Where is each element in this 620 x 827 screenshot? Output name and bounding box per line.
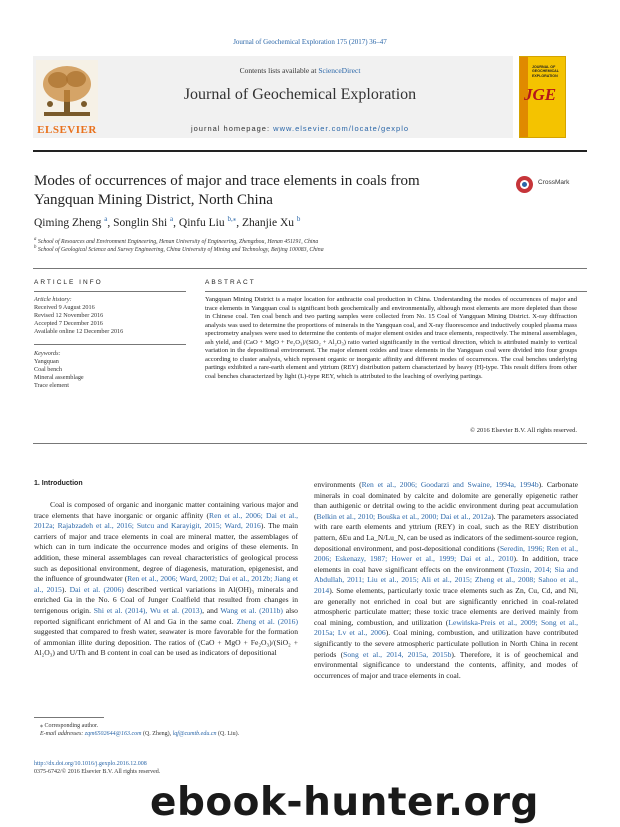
citation-link[interactable]: Lewińska-Preis et al., 2009; Song et al., 2015a; Lv et al., 2006	[314, 617, 578, 638]
citation-link[interactable]: Ren et al., 2006; Ward, 2002; Dai et al., 2012b; Jiang et al., 2015	[34, 574, 298, 594]
body-text: also reported significant enrichment of Al and Ga in the same coal.	[34, 605, 298, 626]
history-label: Article history:	[34, 296, 72, 303]
body-text: ). In addition, trace elements in coal have significant effects on the environment (	[314, 554, 578, 574]
affiliation-b: $^b$ School of Geological Science and Survey Engineering, China University of Mining and Technology, Beijing 100083, China	[34, 245, 324, 253]
keyword: Coal bench	[34, 366, 63, 374]
sciencedirect-link[interactable]: ScienceDirect	[318, 66, 361, 75]
body-text: described vertical variations in Al(OH)₃ minerals and enriched Ga in the No. 6 Coal of Junger Coalfield that resulted from changes in terrigenous origin.	[34, 584, 298, 615]
elsevier-tree-logo	[36, 60, 98, 122]
author-name[interactable]: Songlin Shi	[113, 216, 168, 229]
author-list: Qiming Zheng $^a$, Songlin Shi $^a$, Qinfu Liu $^{b,⁎}$, Zhanjie Xu $^b$	[34, 215, 301, 229]
keyword: Mineral assemblage	[34, 374, 84, 382]
keywords-label: Keywords:	[34, 350, 61, 357]
watermark: ebook-hunter.org	[150, 780, 539, 825]
crossmark-badge[interactable]	[516, 176, 590, 192]
body-text: ). The parameters associated with rare earth elements and yttrium (REY) in coal, such as the REY distribution pattern, δEu and La_N/Lu_N, can be used as indicators of the sediment-source region, depositional environment, and post-depositional conditions (	[314, 511, 578, 553]
body-column-right	[314, 480, 578, 681]
body-text: suggested that compared to fresh water, seawater is more favorable for the formation of ammonian illite during deposition. The ratios of (CaO + MgO + Fe₂O₃)/(SiO₂ + Al₂O₃) and U/Th and B content in coal can be used as indicators of depositional	[34, 627, 298, 658]
article-history	[34, 296, 184, 336]
journal-homepage	[120, 124, 480, 133]
doi-link[interactable]: http://dx.doi.org/10.1016/j.gexplo.2016.12.008	[34, 761, 147, 767]
body-text: , and	[202, 605, 221, 615]
citation-link[interactable]: Song et al., 2014, 2015a, 2015b	[343, 649, 452, 659]
history-online: Available online 12 December 2016	[34, 328, 124, 336]
author-affil-marker[interactable]: a	[170, 215, 174, 223]
citation-link[interactable]: Tozsin, 2014; Sia and Abdullah, 2011; Liu et al., 2015; Ali et al., 2015; Zheng et al., 2008; Sahoo et al., 2014	[314, 564, 578, 595]
affiliation-rule	[33, 268, 587, 269]
author-name[interactable]: Qiming Zheng	[34, 216, 102, 229]
email-link[interactable]: zqm6502644@163.com	[84, 731, 142, 737]
affiliation-a: $^a$ School of Resources and Environment Engineering, Henan University of Engineering, Zhengzhou, Henan 451191, China	[34, 237, 319, 245]
journal-name: Journal of Geochemical Exploration	[183, 86, 417, 103]
journal-citation[interactable]: Journal of Geochemical Exploration 175 (2017) 36–47	[233, 38, 387, 46]
corresponding-author-footnote: ⁎ Corresponding author. E-mail addresses: zqm6502644@163.com (Q. Zheng), lqf@cumtb.edu.cn (Q. Liu).	[40, 723, 240, 737]
history-received: Received 9 August 2016	[34, 304, 95, 312]
keyword: Trace element	[34, 382, 69, 390]
body-column-left	[34, 500, 298, 659]
article-info-rule	[34, 291, 186, 292]
email-link[interactable]: lqf@cumtb.edu.cn	[172, 731, 217, 737]
body-text: ). Coal mining, combustion, and utilization have contributed significantly to the severe atmospheric particulate pollution in North China in recent periods (	[314, 628, 578, 659]
article-info-heading: ARTICLE INFO	[34, 279, 103, 286]
abstract-bottom-rule	[33, 443, 587, 444]
author-affil-marker[interactable]: b	[296, 215, 301, 223]
keyword: Yangquan	[34, 358, 59, 366]
author-affil-marker[interactable]: b,⁎	[227, 215, 237, 223]
abstract-heading: ABSTRACT	[205, 279, 256, 286]
citation-link[interactable]: Zheng et al. (2016)	[236, 616, 299, 626]
homepage-link[interactable]: www.elsevier.com/locate/gexplo	[273, 124, 410, 133]
citation-link[interactable]: Ren et al., 2006; Dai et al., 2012a; Rajabzadeh et al., 2016; Sutcu and Karayigit, 2015; Ward, 2016	[34, 510, 299, 531]
contents-line	[120, 66, 480, 75]
doi-block	[34, 760, 284, 776]
article-title: Modes of occurrences of major and trace elements in coals from Yangquan Mining District, North China	[34, 173, 420, 208]
section-heading-introduction: 1. Introduction	[34, 480, 83, 487]
cover-abbrev: JGE	[524, 85, 557, 104]
contents-prefix: Contents lists available at	[239, 66, 319, 75]
body-text: Coal is composed of organic and inorganic matter containing various major and trace elements that have inorganic or organic affinity (	[34, 500, 298, 520]
footnote-label: Corresponding author.	[44, 723, 99, 729]
elsevier-wordmark: ELSEVIER	[37, 124, 97, 136]
citation-link[interactable]: Dai et al. (2006)	[69, 584, 124, 594]
citation-link[interactable]: Seredin, 1996; Ren et al., 2006; Eskenazy, 1987; Hower et al., 1999; Dai et al., 2010	[314, 543, 578, 564]
keywords-rule	[34, 344, 186, 345]
body-text: ).	[61, 584, 70, 594]
history-revised: Revised 12 November 2016	[34, 312, 104, 320]
copyright-line: © 2016 Elsevier B.V. All rights reserved.	[470, 427, 577, 434]
body-text: environments (	[314, 480, 362, 489]
author-affil-marker[interactable]: a	[104, 215, 108, 223]
homepage-prefix: journal homepage:	[190, 124, 274, 133]
author-name[interactable]: Qinfu Liu	[178, 216, 225, 229]
citation-link[interactable]: Shi et al. (2014), Wu et al. (2013)	[93, 605, 203, 615]
abstract-rule	[205, 291, 587, 292]
body-text: ). Therefore, it is of geochemical and environmental significance to understand the contents, affinity, and modes of occurrences of major and trace elements in coal.	[314, 649, 579, 680]
keywords-block	[34, 350, 184, 390]
body-text: ). Some elements, particularly toxic trace elements such as Zn, Cu, Cd, and Ni, are generally not enriched in coal but are significantly enriched in coal-related atmospheric particulate matter; these toxic trace elements are derived mainly from coal mining, combustion, and utilization (	[314, 585, 578, 627]
body-text: ). The main carriers of major and trace elements in coal are mineral matter, the assemblages of which can in turn indicate the occurrence modes and origins of these elements. In addition, these mineral assemblages can reveal characteristics of geological process such as depositional environment, degree of diagenesis, maturation, epigenesist, and the influence of groundwater (	[34, 521, 298, 584]
journal-cover-thumbnail	[519, 56, 566, 138]
crossmark-label: CrossMark	[538, 179, 570, 186]
issn-line: 0375-6742/© 2016 Elsevier B.V. All rights reserved.	[34, 769, 161, 775]
author-name[interactable]: Zhanjie Xu	[241, 216, 295, 229]
crossmark-icon	[516, 176, 533, 193]
citation-link[interactable]: Wang et al. (2011b)	[220, 605, 283, 615]
history-accepted: Accepted 7 December 2016	[34, 320, 103, 328]
body-text: ). Carbonate minerals in coal dominated by calcite and dolomite are generally epigenetic rather than authigenic or detrital owing to the acidic environment during peat accumulation (	[314, 480, 579, 521]
citation-link[interactable]: Ren et al., 2006; Goodarzi and Swaine, 1994a, 1994b	[361, 480, 539, 489]
cover-title: JOURNAL OF GEOCHEMICAL EXPLORATION	[532, 65, 559, 78]
abstract-text: Yangquan Mining District is a major location for anthracite coal production in China. Understanding the modes of occurrences of major and trace elements in Yangquan coal is significant both geochemically and environmentally, although most elements are more depleted than those in Chinese coal. Ten coal bench and two parting samples were collected from No. 15 Coal of Yangquan Mining District. X-ray diffraction analysis was used to determine the proportions of minerals in the Yangquan coal, and X-ray fluorescence and inductively coupled plasma mass spectrometry analyses were used to determine the contents of major element oxides and trace elements, respectively. The mineral assemblages, ash yield, and (CaO + MgO + Fe₂O₃)/(SiO₂ + Al₂O₃) ratio varied significantly in the vertical direction, which is attributed mainly to vertical variation in the depositional environment. The major element oxides and trace elements in the Yangquan coal were divided into four groups according to cluster analysis, which represent organic or inorganic affinity and different modes of occurrences. The coal benches underlying partings exhibited a rare-earth element and yttrium (REY) distribution pattern characterized by heavy (H)-type. This result differs from other coal benches characterized by light (L)-type REY, which is attributed to the leaching of overlying partings.	[205, 296, 577, 380]
header-rule	[33, 150, 587, 152]
citation-link[interactable]: Belkin et al., 2010; Bouška et al., 2000; Dai et al., 2012a	[316, 511, 492, 521]
footnote-rule	[34, 717, 104, 718]
